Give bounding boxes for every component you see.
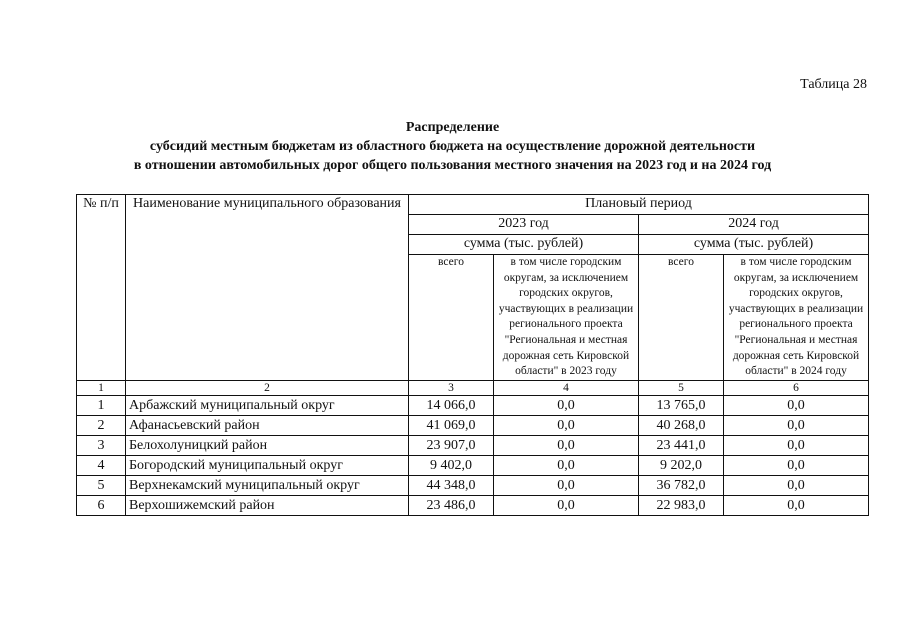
column-number: 5 [639, 380, 724, 395]
total-2023: 23 486,0 [409, 495, 494, 515]
table-row [77, 415, 869, 435]
total-2023: 9 402,0 [409, 455, 494, 475]
table-row [77, 475, 869, 495]
municipality-name: Богородский муниципальный округ [126, 455, 409, 475]
header-number: № п/п [77, 195, 126, 381]
column-number: 2 [126, 380, 409, 395]
header-including-2024: в том числе городским округам, за исключением городских округов, участвующих в реализации регионального проекта "Региональная и местная дорожная сеть Кировской области" в 2024 году [724, 255, 869, 381]
header-total-2023: всего [409, 255, 494, 381]
including-2024: 0,0 [724, 495, 869, 515]
including-2023: 0,0 [494, 455, 639, 475]
header-year-2024: 2024 год [639, 215, 869, 235]
header-including-2023: в том числе городским округам, за исключением городских округов, участвующих в реализации регионального проекта "Региональная и местная дорожная сеть Кировской области" в 2023 году [494, 255, 639, 381]
municipality-name: Белохолуницкий район [126, 435, 409, 455]
total-2024: 13 765,0 [639, 395, 724, 415]
including-2023: 0,0 [494, 495, 639, 515]
header-year-2023: 2023 год [409, 215, 639, 235]
row-number: 1 [77, 395, 126, 415]
municipality-name: Арбажский муниципальный округ [126, 395, 409, 415]
table-number-label: Таблица 28 [800, 77, 867, 92]
header-total-2024: всего [639, 255, 724, 381]
total-2024: 36 782,0 [639, 475, 724, 495]
municipality-name: Афанасьевский район [126, 415, 409, 435]
column-number: 6 [724, 380, 869, 395]
row-number: 4 [77, 455, 126, 475]
header-sum-2023: сумма (тыс. рублей) [409, 235, 639, 255]
including-2024: 0,0 [724, 475, 869, 495]
total-2024: 9 202,0 [639, 455, 724, 475]
total-2024: 40 268,0 [639, 415, 724, 435]
title-line-1: Распределение [405, 120, 500, 135]
total-2023: 41 069,0 [409, 415, 494, 435]
total-2023: 23 907,0 [409, 435, 494, 455]
column-number: 4 [494, 380, 639, 395]
including-2023: 0,0 [494, 395, 639, 415]
including-2024: 0,0 [724, 415, 869, 435]
title-line-2: субсидий местным бюджетам из областного бюджета на осуществление дорожной деятельности [149, 139, 756, 154]
municipality-name: Верхошижемский район [126, 495, 409, 515]
including-2024: 0,0 [724, 395, 869, 415]
total-2024: 22 983,0 [639, 495, 724, 515]
header-sum-2024: сумма (тыс. рублей) [639, 235, 869, 255]
table-row [77, 435, 869, 455]
header-planned-period: Плановый период [409, 195, 869, 215]
including-2023: 0,0 [494, 415, 639, 435]
row-number: 5 [77, 475, 126, 495]
column-number: 1 [77, 380, 126, 395]
table-row [77, 495, 869, 515]
table-row [77, 395, 869, 415]
document-title [0, 118, 905, 175]
title-line-3: в отношении автомобильных дорог общего пользования местного значения на 2023 год и на 2024 год [133, 158, 772, 173]
including-2023: 0,0 [494, 435, 639, 455]
row-number: 2 [77, 415, 126, 435]
subsidy-table [76, 194, 869, 516]
including-2024: 0,0 [724, 455, 869, 475]
row-number: 6 [77, 495, 126, 515]
column-number: 3 [409, 380, 494, 395]
including-2023: 0,0 [494, 475, 639, 495]
including-2024: 0,0 [724, 435, 869, 455]
table-row [77, 455, 869, 475]
header-municipality-name: Наименование муниципального образования [126, 195, 409, 381]
column-numbers-row [77, 380, 869, 395]
total-2024: 23 441,0 [639, 435, 724, 455]
total-2023: 14 066,0 [409, 395, 494, 415]
municipality-name: Верхнекамский муниципальный округ [126, 475, 409, 495]
total-2023: 44 348,0 [409, 475, 494, 495]
row-number: 3 [77, 435, 126, 455]
